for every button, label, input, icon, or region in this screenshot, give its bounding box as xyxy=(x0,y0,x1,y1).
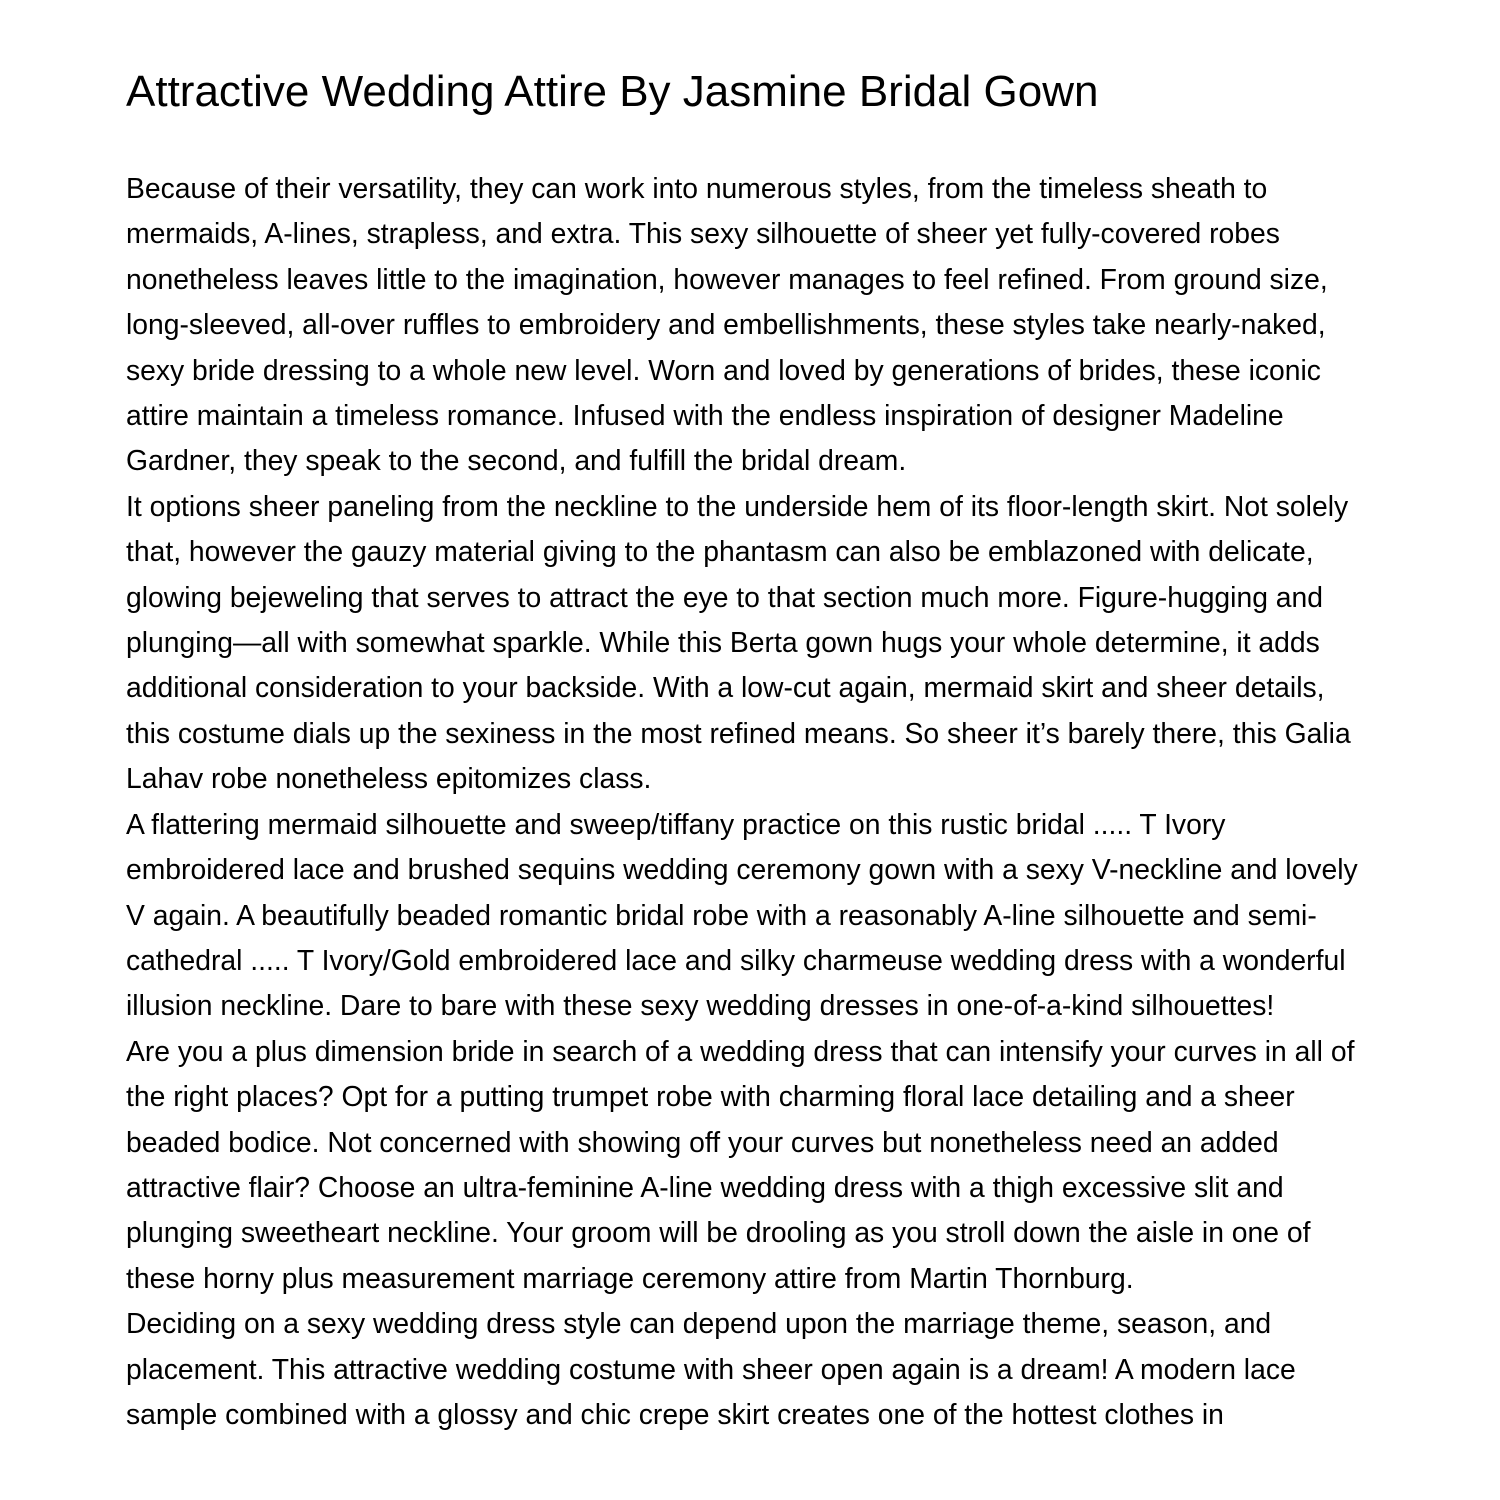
paragraph: Because of their versatility, they can work into numerous styles, from the timeless sheath to mermaids, A-lines, strapless, and extra. This sexy silhouette of sheer yet fully-covered robes nonetheless leaves little to the imagination, however manages to feel refined. From ground size, long-sleeved, all-over ruffles to embroidery and embellishments, these styles take nearly-naked, sexy bride dressing to a whole new level. Worn and loved by generations of brides, these iconic attire maintain a timeless romance. Infused with the endless inspiration of designer Madeline Gardner, they speak to the second, and fulfill the bridal dream. xyxy=(126,172,1328,477)
paragraph: It options sheer paneling from the neckline to the underside hem of its floor-length skirt. Not solely that, however the gauzy material giving to the phantasm can also be emblazoned with delicate, glowing bejeweling that serves to attract the eye to that section much more. Figure-hugging and plunging—all with somewhat sparkle. While this Berta gown hugs your whole determine, it adds additional consideration to your backside. With a low-cut again, mermaid skirt and sheer details, this costume dials up the sexiness in the most refined means. So sheer it’s barely there, this Galia Lahav robe nonetheless epitomizes class. xyxy=(126,489,1351,795)
paragraph: Deciding on a sexy wedding dress style can depend upon the marriage theme, season, and placement. This attractive wedding costume with sheer open again is a dream! A modern lace sample combined with a glossy and chic crepe skirt creates one of the hottest clothes in xyxy=(126,1307,1296,1430)
document-title: Attractive Wedding Attire By Jasmine Bridal Gown xyxy=(126,67,1099,116)
document-body xyxy=(126,166,1376,1437)
paragraph: Are you a plus dimension bride in search of a wedding dress that can intensify your curves in all of the right places? Opt for a putting trumpet robe with charming floral lace detailing and a sheer beaded bodice. Not concerned with showing off your curves but nonetheless need an added attractive flair? Choose an ultra-feminine A-line wedding dress with a thigh excessive slit and plunging sweetheart neckline. Your groom will be drooling as you stroll down the aisle in one of these horny plus measurement marriage ceremony attire from Martin Thornburg. xyxy=(126,1034,1355,1294)
paragraph: A flattering mermaid silhouette and sweep/tiffany practice on this rustic bridal ..... T Ivory embroidered lace and brushed sequins wedding ceremony gown with a sexy V-neckline and lovely V again. A beautifully beaded romantic bridal robe with a reasonably A-line silhouette and semi-cathedral ..... T Ivory/Gold embroidered lace and silky charmeuse wedding dress with a wonderful illusion neckline. Dare to bare with these sexy wedding dresses in one-of-a-kind silhouettes! xyxy=(126,807,1358,1022)
